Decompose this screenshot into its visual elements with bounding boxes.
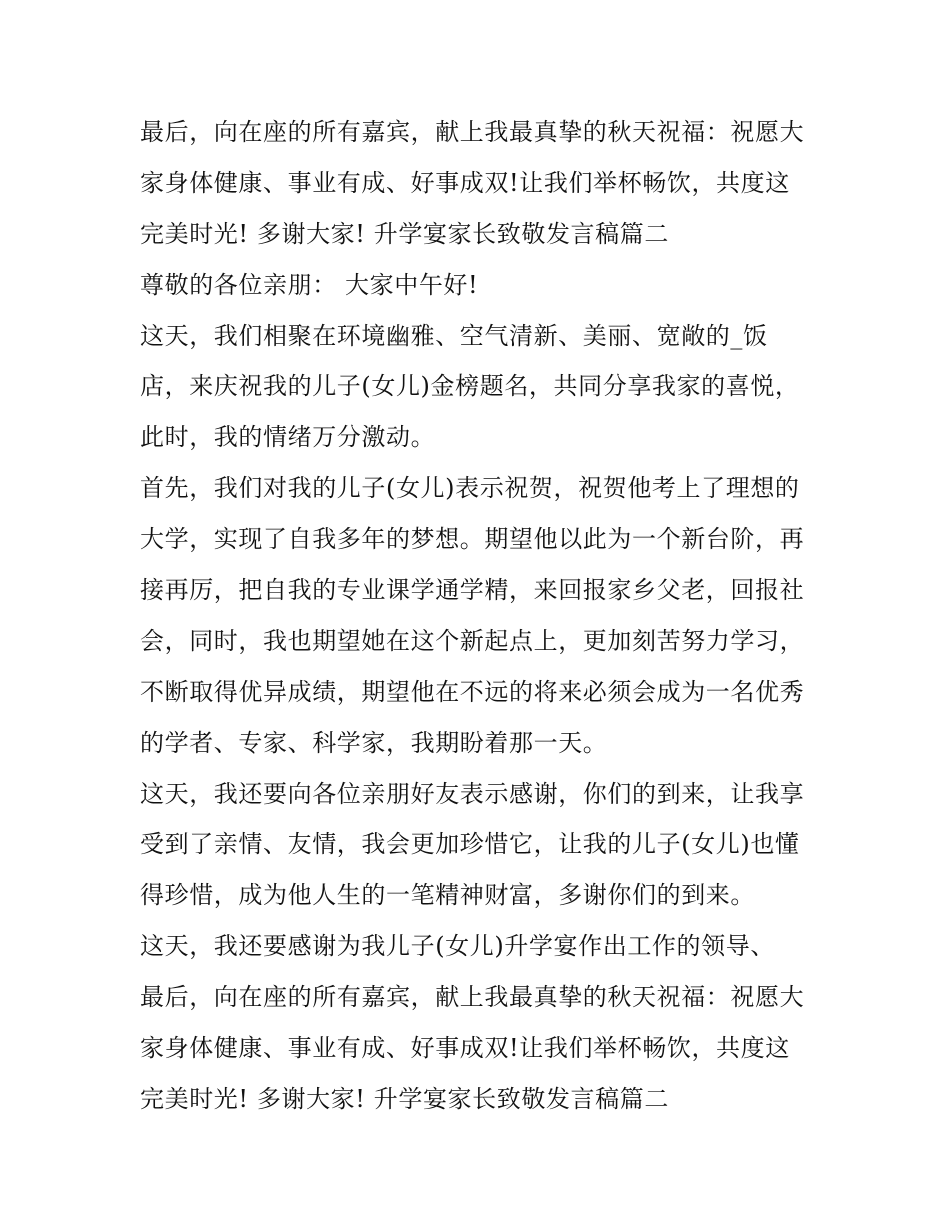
- text-line: 家身体健康、事业有成、好事成双!让我们举杯畅饮，共度这: [140, 168, 790, 197]
- text-line: 此时，我的情绪万分激动。: [140, 423, 436, 452]
- text-line: 的学者、专家、科学家，我期盼着那一天。: [140, 728, 608, 757]
- document-body: [140, 107, 830, 1125]
- text-line: 大学，实现了自我多年的梦想。期望他以此为一个新台阶，再: [140, 525, 805, 554]
- text-line: 最后，向在座的所有嘉宾，献上我最真挚的秋天祝福：祝愿大: [140, 118, 805, 146]
- text-line: 这天，我们相聚在环境幽雅、空气清新、美丽、宽敞的_饭: [140, 321, 768, 350]
- text-line: 最后，向在座的所有嘉宾，献上我最真挚的秋天祝福：祝愿大: [140, 983, 805, 1012]
- text-line: 店，来庆祝我的儿子(女儿)金榜题名，共同分享我家的喜悦，: [140, 372, 800, 401]
- text-line: 这天，我还要感谢为我儿子(女儿)升学宴作出工作的领导、: [140, 932, 775, 961]
- text-line: 得珍惜，成为他人生的一笔精神财富，多谢你们的到来。: [140, 881, 755, 910]
- text-line: 尊敬的各位亲朋： 大家中午好!: [140, 270, 479, 299]
- text-line: 会，同时，我也期望她在这个新起点上，更加刻苦努力学习，: [140, 626, 805, 655]
- text-line: 完美时光! 多谢大家! 升学宴家长致敬发言稿篇二: [140, 219, 669, 248]
- text-line: 完美时光! 多谢大家! 升学宴家长致敬发言稿篇二: [140, 1084, 669, 1113]
- text-line: 受到了亲情、友情，我会更加珍惜它，让我的儿子(女儿)也懂: [140, 830, 800, 859]
- text-line: 不断取得优异成绩，期望他在不远的将来必须会成为一名优秀: [140, 677, 805, 706]
- text-line: 接再厉，把自我的专业课学通学精，来回报家乡父老，回报社: [140, 576, 805, 605]
- text-line: 这天，我还要向各位亲朋好友表示感谢，你们的到来，让我享: [140, 779, 805, 808]
- text-line: 家身体健康、事业有成、好事成双!让我们举杯畅饮，共度这: [140, 1034, 790, 1063]
- text-line: 首先，我们对我的儿子(女儿)表示祝贺，祝贺他考上了理想的: [140, 474, 800, 503]
